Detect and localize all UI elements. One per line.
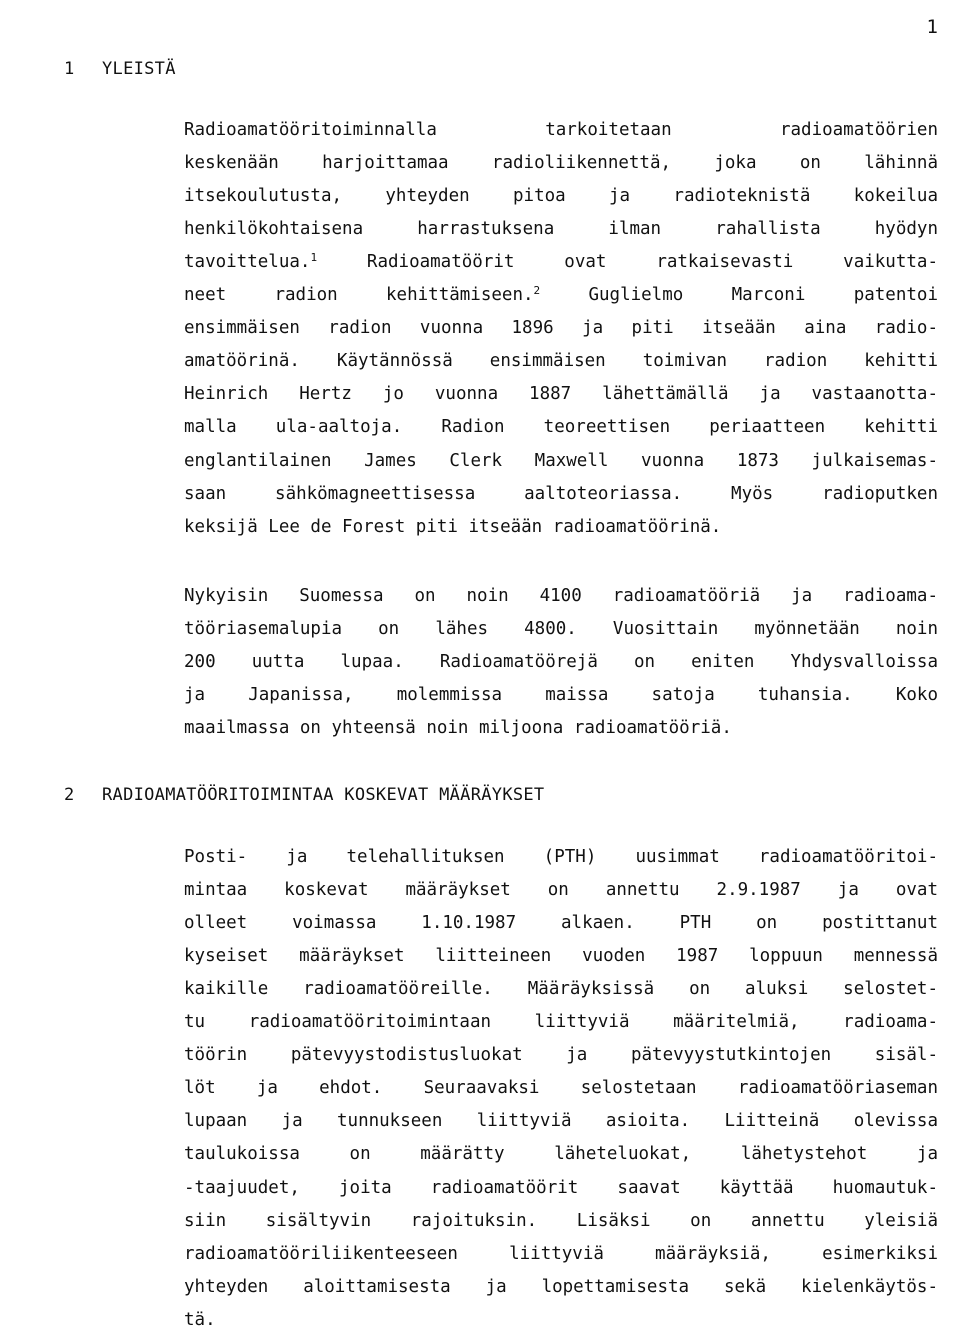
section-number: 2: [64, 785, 75, 805]
section-number: 1: [64, 59, 75, 79]
text-line: [184, 250, 938, 274]
text-line: keskenään harjoittamaa radioliikennettä, joka on lähinnä: [184, 153, 938, 174]
footnote-marker: 2: [533, 284, 541, 298]
text-line: töörin pätevyystodistusluokat ja pätevyystutkintojen sisäl-: [184, 1045, 938, 1066]
text-line: löt ja ehdot. Seuraavaksi selostetaan radioamatööriaseman: [184, 1078, 938, 1099]
text-line: radioamatööriliikenteeseen liittyviä määräyksiä, esimerkiksi: [184, 1243, 938, 1264]
text-line: itsekoulutusta, yhteyden pitoa ja radioteknistä kokeilua: [184, 186, 938, 207]
text-line: englantilainen James Clerk Maxwell vuonna 1873 julkaisemas-: [184, 450, 938, 471]
text-line: Heinrich Hertz jo vuonna 1887 lähettämällä ja vastaanotta-: [184, 384, 938, 405]
text-line: henkilökohtaisena harrastuksena ilman rahallista hyödyn: [184, 219, 938, 240]
text-line: -taajuudet, joita radioamatöörit saavat käyttää huomautuk-: [184, 1177, 938, 1198]
text-line: kaikille radioamatööreille. Määräyksissä on aluksi selostet-: [184, 979, 938, 1000]
text-line: amatöörinä. Käytännössä ensimmäisen toimivan radion kehitti: [184, 351, 938, 372]
section-1-heading: [64, 57, 176, 81]
text-line: ja Japanissa, molemmissa maissa satoja tuhansia. Koko: [184, 685, 938, 706]
section-title: RADIOAMATÖÖRITOIMINTAA KOSKEVAT MÄÄRÄYKSET: [102, 785, 545, 805]
text-line: kyseiset määräykset liitteineen vuoden 1987 loppuun mennessä: [184, 946, 938, 967]
text-line: malla ula-aaltoja. Radion teoreettisen periaatteen kehitti: [184, 417, 938, 438]
text-line: Posti- ja telehallituksen (PTH) uusimmat radioamatööritoi-: [184, 847, 938, 867]
text-line: siin sisältyvin rajoituksin. Lisäksi on annettu yleisiä: [184, 1210, 938, 1231]
line-text: tavoittelua.: [184, 252, 311, 273]
text-line: 200 uutta lupaa. Radioamatöörejä on eniten Yhdysvalloissa: [184, 652, 938, 673]
text-line: yhteyden aloittamisesta ja lopettamisesta sekä kielenkäytös-: [184, 1276, 938, 1297]
text-line: ensimmäisen radion vuonna 1896 ja piti itseään aina radio-: [184, 318, 938, 339]
text-line: olleet voimassa 1.10.1987 alkaen. PTH on postittanut: [184, 913, 938, 934]
text-line: tööriasemalupia on lähes 4800. Vuosittain myönnetään noin: [184, 619, 938, 640]
section-2-heading: [64, 783, 544, 807]
text-line: [184, 283, 938, 307]
text-line: Radioamatööritoiminnalla tarkoitetaan radioamatöörien: [184, 120, 938, 140]
text-line: Nykyisin Suomessa on noin 4100 radioamatööriä ja radioama-: [184, 586, 938, 606]
text-line: lupaan ja tunnukseen liittyviä asioita. Liitteinä olevissa: [184, 1111, 938, 1132]
section-title: YLEISTÄ: [102, 59, 176, 79]
line-text: neet radion kehittämiseen.: [184, 285, 534, 306]
text-line: taulukoissa on määrätty läheteluokat, lähetystehot ja: [184, 1144, 938, 1165]
footnote-marker: 1: [310, 251, 318, 265]
text-line: keksijä Lee de Forest piti itseään radioamatöörinä.: [184, 516, 722, 537]
line-text: Radioamatöörit ovat ratkaisevasti vaikutta-: [317, 252, 938, 273]
text-line: mintaa koskevat määräykset on annettu 2.9.1987 ja ovat: [184, 880, 938, 901]
text-line: saan sähkömagneettisessa aaltoteoriassa. Myös radioputken: [184, 483, 938, 504]
line-text: Guglielmo Marconi patentoi: [540, 285, 938, 306]
text-line: tu radioamatööritoimintaan liittyviä määritelmiä, radioama-: [184, 1012, 938, 1033]
page-number: 1: [926, 16, 938, 38]
text-line: tä.: [184, 1309, 216, 1330]
text-line: maailmassa on yhteensä noin miljoona radioamatööriä.: [184, 718, 732, 739]
